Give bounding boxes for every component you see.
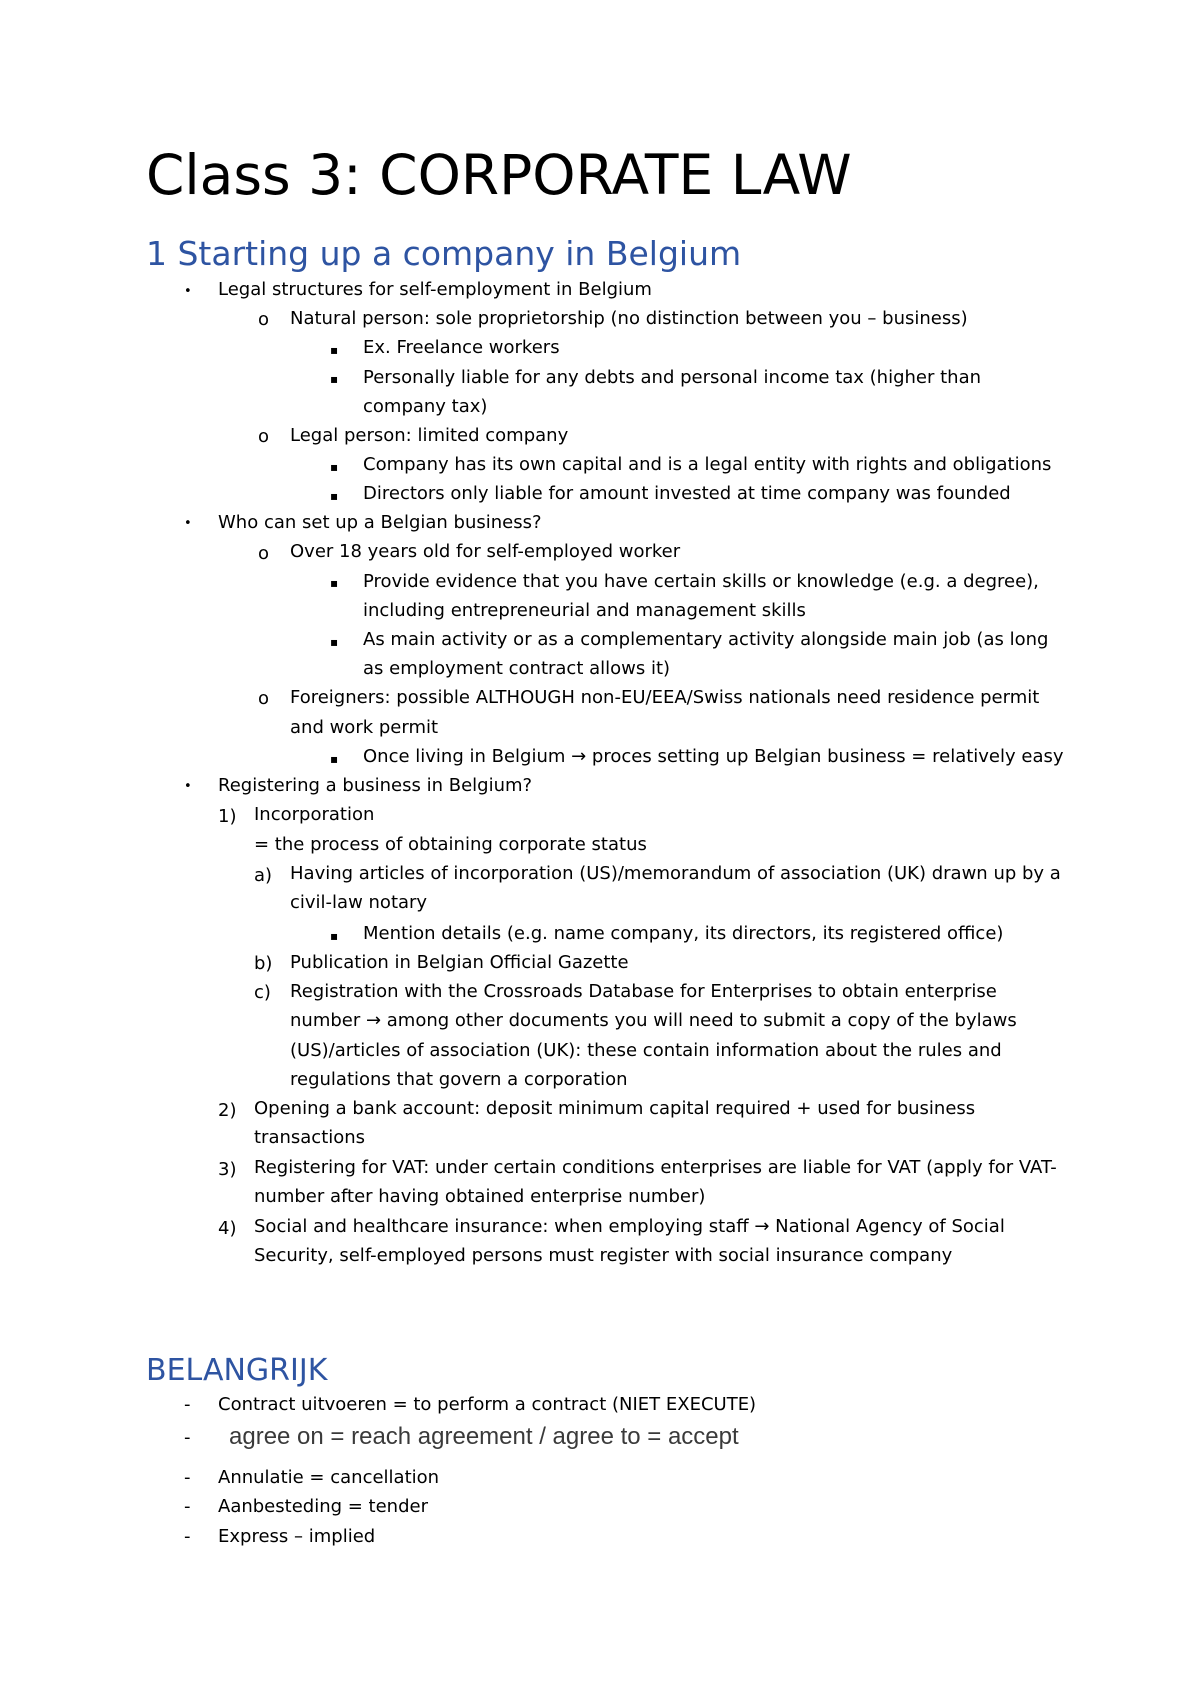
bullet-disc: • [184, 516, 192, 531]
list-item: Ex. Freelance workers [363, 337, 560, 358]
list-item: Registration with the Crossroads Database for Enterprises to obtain enterprise [290, 981, 997, 1002]
bullet-circle: o [258, 543, 270, 564]
dash-bullet: - [184, 1467, 191, 1488]
list-item: Directors only liable for amount invested at time company was founded [363, 483, 1011, 504]
list-item: civil-law notary [290, 892, 428, 913]
list-letter-c: c) [254, 982, 271, 1003]
bullet-disc: • [184, 284, 192, 299]
list-item: as employment contract allows it) [363, 658, 671, 679]
list-item: Incorporation [254, 804, 375, 825]
list-item: Personally liable for any debts and personal income tax (higher than [363, 367, 982, 388]
list-item: Foreigners: possible ALTHOUGH non-EU/EEA/Swiss nationals need residence permit [290, 687, 1040, 708]
page-title: Class 3: CORPORATE LAW [146, 143, 852, 207]
section-heading-starting-up: 1 Starting up a company in Belgium [146, 234, 742, 273]
list-item: Who can set up a Belgian business? [218, 512, 542, 533]
list-item: regulations that govern a corporation [290, 1069, 628, 1090]
bullet-square: ▪ [330, 372, 339, 386]
list-number-4: 4) [218, 1218, 237, 1239]
list-item: As main activity or as a complementary activity alongside main job (as long [363, 629, 1049, 650]
list-item: Publication in Belgian Official Gazette [290, 952, 629, 973]
dash-bullet: - [184, 1427, 191, 1448]
dash-bullet: - [184, 1526, 191, 1547]
bullet-circle: o [258, 426, 270, 447]
list-number-1: 1) [218, 806, 237, 827]
list-item: Having articles of incorporation (US)/memorandum of association (UK) drawn up by a [290, 863, 1061, 884]
bullet-square: ▪ [330, 460, 339, 474]
bullet-circle: o [258, 309, 270, 330]
list-item: Registering for VAT: under certain conditions enterprises are liable for VAT (apply for VAT- [254, 1157, 1057, 1178]
list-item: including entrepreneurial and management skills [363, 600, 806, 621]
vocab-item: Contract uitvoeren = to perform a contract (NIET EXECUTE) [218, 1394, 757, 1415]
bullet-circle: o [258, 688, 270, 709]
bullet-disc: • [184, 779, 192, 794]
dash-bullet: - [184, 1394, 191, 1415]
list-item: Legal structures for self-employment in Belgium [218, 279, 652, 300]
list-item: = the process of obtaining corporate status [254, 834, 647, 855]
list-item: number → among other documents you will need to submit a copy of the bylaws [290, 1010, 1017, 1031]
list-item: transactions [254, 1127, 366, 1148]
list-item: Mention details (e.g. name company, its directors, its registered office) [363, 923, 1004, 944]
bullet-square: ▪ [330, 576, 339, 590]
list-number-3: 3) [218, 1159, 237, 1180]
bullet-square: ▪ [330, 635, 339, 649]
list-item: Legal person: limited company [290, 425, 569, 446]
list-item: Registering a business in Belgium? [218, 775, 533, 796]
vocab-item: Annulatie = cancellation [218, 1467, 440, 1488]
vocab-item: Express – implied [218, 1526, 376, 1547]
list-item: Natural person: sole proprietorship (no distinction between you – business) [290, 308, 968, 329]
list-item: Social and healthcare insurance: when employing staff → National Agency of Social [254, 1216, 1005, 1237]
bullet-square: ▪ [330, 343, 339, 357]
list-item: number after having obtained enterprise number) [254, 1186, 706, 1207]
list-letter-a: a) [254, 865, 273, 886]
list-item: Once living in Belgium → proces setting up Belgian business = relatively easy [363, 746, 1064, 767]
vocab-item: Aanbesteding = tender [218, 1496, 428, 1517]
bullet-square: ▪ [330, 929, 339, 943]
list-item: Over 18 years old for self-employed worker [290, 541, 681, 562]
list-item: company tax) [363, 396, 488, 417]
section-heading-belangrijk: BELANGRIJK [146, 1353, 328, 1388]
list-item: (US)/articles of association (UK): these contain information about the rules and [290, 1040, 1002, 1061]
bullet-square: ▪ [330, 489, 339, 503]
list-item: Opening a bank account: deposit minimum capital required + used for business [254, 1098, 976, 1119]
list-number-2: 2) [218, 1100, 237, 1121]
bullet-square: ▪ [330, 752, 339, 766]
list-item: Security, self-employed persons must register with social insurance company [254, 1245, 953, 1266]
list-item: Provide evidence that you have certain skills or knowledge (e.g. a degree), [363, 571, 1039, 592]
list-letter-b: b) [254, 953, 273, 974]
list-item: and work permit [290, 717, 439, 738]
dash-bullet: - [184, 1496, 191, 1517]
vocab-item-pasted: agree on = reach agreement / agree to = accept [229, 1423, 739, 1450]
list-item: Company has its own capital and is a legal entity with rights and obligations [363, 454, 1052, 475]
